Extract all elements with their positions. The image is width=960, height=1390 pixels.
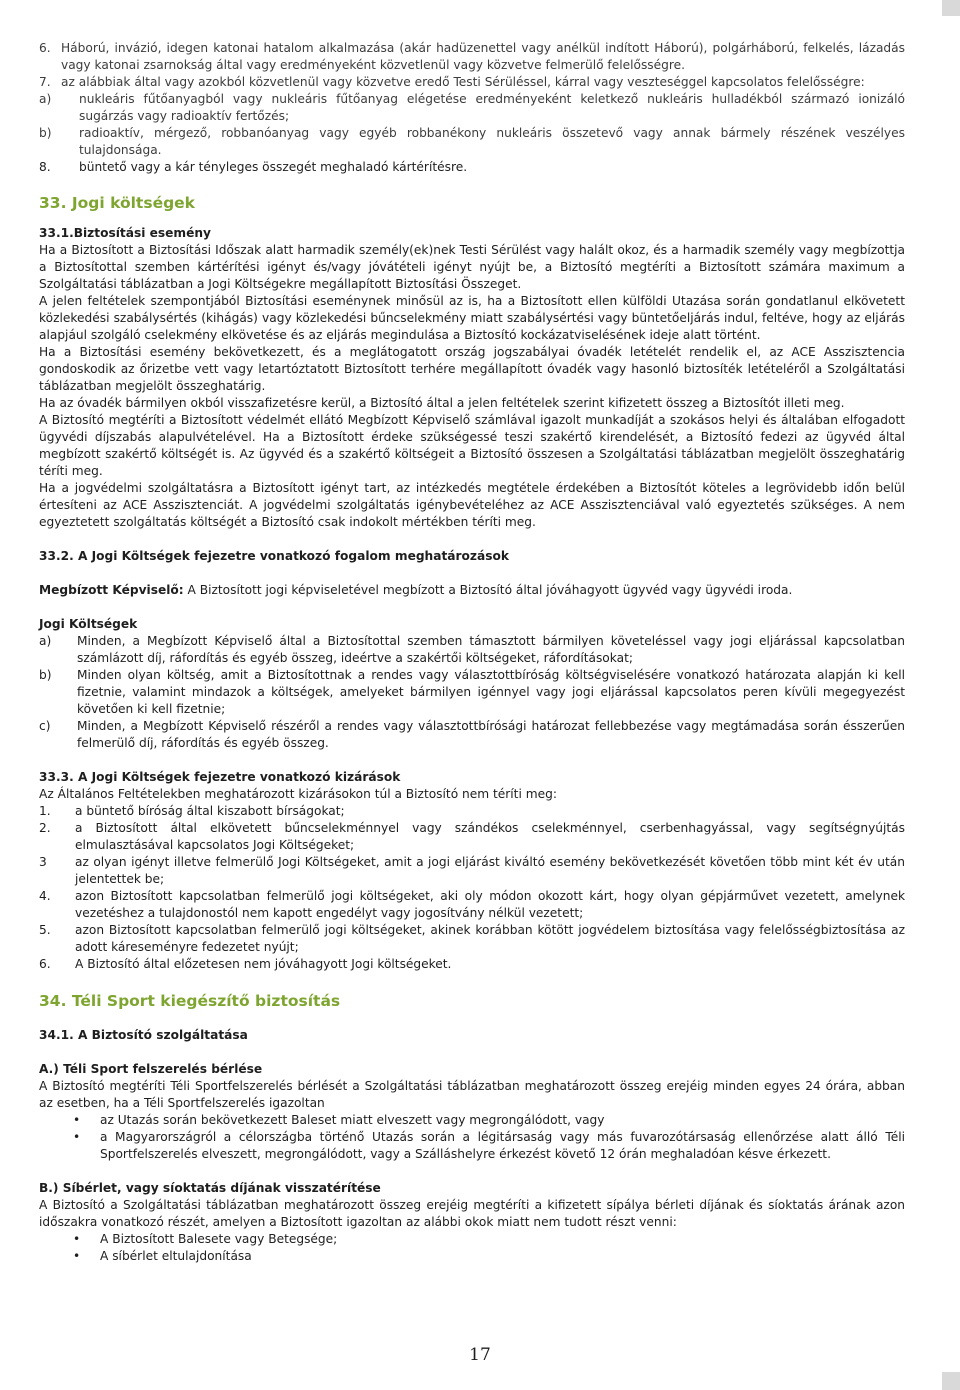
definition-text: A Biztosított jogi képviseletével megbízott a Biztosító által jóváhagyott ügyvéd vagy ügyvédi iroda. [183,583,793,597]
bullet-item: • A síbérlet eltulajdonítása [73,1249,252,1263]
paragraph: A jelen feltételek szempontjából Biztosítási eseménynek minősül az is, ha a Biztosított ellen külföldi Utazása során gondatlanul elkövetett közlekedési szabálysértés (kihágás) vagy közlekedési bűncselekmény miatt szabálysértési vagy büntetőeljárás indul, feltéve, hogy az eljárás alapjául szolgáló cselekmény elkövetése és az eljárás megindulása a Biztosító kockázatviselésének ideje alatt történt. [39,294,905,342]
exclusion-item-6: 6. A Biztosító által előzetesen nem jóváhagyott Jogi költségeket. [39,957,452,971]
section-33-heading: 33. Jogi költségek [39,194,195,212]
definition-jogi-koltsegek-heading: Jogi Költségek [39,617,138,631]
exclusion-item-3: 3 az olyan igényt illetve felmerülő Jogi Költségeket, amit a jogi eljárást kiváltó esemény bekövetkezését követően több mint két év után jelentettek be; [39,855,905,886]
document-page [39,40,905,1265]
page-number: 17 [469,1345,491,1365]
definition-item-b: b) Minden olyan költség, amit a Biztosítottnak a rendes vagy választottbíróság költségviselésére vonatkozó határozata alapján ki kell fizetnie, valamint mindazok a költségek, amelyeket bármilyen igénnyel vagy jogi eljárással kapcsolatos peren kívüli megegyezést követően ki kell fizetnie; [39,668,905,716]
bullet-item: • a Magyarországról a célországba történő Utazás során a légitársaság vagy más fuvarozótársaság ellenőrzése alatt álló Téli Sportfelszerelés elveszett, megrongálódott, vagy a Szálláshelyre érkezést követő 12 órán meghaladóan késve érkezett. [73,1130,905,1161]
definition-item-c: c) Minden, a Megbízott Képviselő részéről a rendes vagy választottbírósági határozat fellebbezése vagy megtámadása során ésszerűen felmerülő díj, ráfordítás és egyéb összeg. [39,719,905,750]
list-item-7: 7. az alábbiak által vagy azokból közvetlenül vagy közvetve eredő Testi Sérüléssel, kárral vagy veszteséggel kapcsolatos felelősségre: [39,75,865,89]
list-item-7a: a) nukleáris fűtőanyagból vagy nukleáris fűtőanyag elégetése eredményeként keletkező nukleáris hulladékból származó ionizáló sugárzás vagy radioaktív fertőzés; [39,92,905,123]
paragraph: Ha a Biztosított a Biztosítási Időszak alatt harmadik személy(ek)nek Testi Sérülést vagy halált okoz, és a harmadik személy vagy megbízottja a Biztosítottal szemben kártérítési igényt és/vagy jóvátételi igényt nyújt be, a Biztosító megtéríti a Biztosított számára maximum a Szolgáltatási táblázatban a Jogi Költségekre megállapított Biztosítási Összeget. [39,243,905,291]
bullet-icon: • [73,1113,81,1127]
bullet-icon: • [73,1130,81,1144]
list-item-6: 6. Háború, invázió, idegen katonai hatalom alkalmazása (akár hadüzenettel vagy anélkül indított Háború), polgárháború, felkelés, lázadás vagy katonai zsarnokság által vagy eredményeként közvetlenül vagy közvetve felmerülő felelősségre. [39,41,905,72]
bullet-icon: • [73,1249,81,1263]
paragraph: Ha az óvadék bármilyen okból visszafizetésre kerül, a Biztosító által a jelen feltételek szerint kifizetett összeg a Biztosítót illeti meg. [39,396,845,410]
definition-item-a: a) Minden, a Megbízott Képviselő által a Biztosítottal szemben támasztott bármilyen követeléssel vagy jogi eljárással kapcsolatban számlázott díj, ráfordítás és egyéb összeg, ideértve a szakértői költségeket, ráfordításokat; [39,634,905,665]
corner-mark-bottom-right [942,1372,960,1390]
subsection-a-text: A Biztosító megtéríti Téli Sportfelszerelés bérlését a Szolgáltatási táblázatban meghatározott összeg erejéig minden egyes 24 órára, abban az esetben, ha a Téli Sportfelszerelés igazoltan [39,1079,905,1110]
subsection-b-text: A Biztosító a Szolgáltatási táblázatban meghatározott összeg erejéig megtéríti a kifizetett sípálya bérleti díjának és síoktatás árának azon időszakra vonatkozó részét, amelyen a Biztosított igazoltan az alábbi okok miatt nem tudott részt venni: [39,1198,905,1229]
exclusion-item-2: 2. a Biztosított által elkövetett bűncselekménnyel vagy szándékos cselekménnyel, cserbenhagyással, vagy segítségnyújtás elmulasztásával kapcsolatos Jogi Költségeket; [39,821,905,852]
section-34-1-heading: 34.1. A Biztosító szolgáltatása [39,1028,248,1042]
exclusion-item-4: 4. azon Biztosított kapcsolatban felmerülő jogi költségeket, aki oly módon okozott kárt, hogy olyan gépjárművet vezetett, amelynek vezetéshez a tulajdonostól nem kapott engedélyt vagy jogosítvány nélkül vezetett; [39,889,905,920]
subsection-a-heading: A.) Téli Sport felszerelés bérlése [39,1062,263,1076]
exclusion-item-1: 1. a büntető bíróság által kiszabott bírságokat; [39,804,345,818]
subsection-b-heading: B.) Síbérlet, vagy síoktatás díjának visszatérítése [39,1181,381,1195]
bullet-item: • az Utazás során bekövetkezett Baleset miatt elveszett vagy megrongálódott, vagy [73,1113,605,1127]
definition-term: Megbízott Képviselő: [39,583,184,597]
section-33-1-heading: 33.1.Biztosítási esemény [39,226,211,240]
paragraph: A Biztosító megtéríti a Biztosított védelmét ellátó Megbízott Képviselő számlával igazolt munkadíját a szokásos helyi és általában elfogadott ügyvédi díjszabás alapulvételével. Ha a Biztosított érdeke szükségessé teszi szakértő kirendelését, a Biztosító fedezi az ügyvéd által megbízott szakértő költségét is. Az ügyvéd és a szakértő költségeit a Biztosító összesen a Szolgáltatási táblázatban megjelölt összeghatárig téríti meg. [39,413,905,478]
bullet-icon: • [73,1232,81,1246]
list-item-7b: b) radioaktív, mérgező, robbanóanyag vagy egyéb robbanékony nukleáris összetevő vagy annak bármely részének veszélyes tulajdonsága. [39,126,905,157]
section-33-3-heading: 33.3. A Jogi Költségek fejezetre vonatkozó kizárások [39,770,401,784]
definition-megbizott-kepviselo [39,582,905,599]
section-33-2-heading: 33.2. A Jogi Költségek fejezetre vonatkozó fogalom meghatározások [39,549,509,563]
paragraph: Ha a Biztosítási esemény bekövetkezett, és a meglátogatott ország jogszabályai óvadék letételét rendelik el, az ACE Asszisztencia gondoskodik az őrizetbe vett vagy letartóztatott Biztosított terhére megállapított óvadék vagy hasonló biztosíték letételéről a Szolgáltatási táblázatban megjelölt összeghatárig. [39,345,905,393]
exclusions-intro: Az Általános Feltételekben meghatározott kizárásokon túl a Biztosító nem téríti meg: [39,787,557,801]
paragraph: Ha a jogvédelmi szolgáltatásra a Biztosított igényt tart, az intézkedés megtétele érdekében a Biztosítót köteles a legrövidebb időn belül értesíteni az ACE Asszisztenciát. A jogvédelmi szolgáltatás igénybevételéhez az ACE Asszisztenciával való egyeztetés szükséges. A nem egyeztetett szolgáltatás költségét a Biztosító csak indokolt mértékben téríti meg. [39,481,905,529]
exclusion-item-5: 5. azon Biztosított kapcsolatban felmerülő jogi költségeket, akinek korábban kötött jogvédelem biztosítása vagy felelősségbiztosítása az adott káreseményre fedezetet nyújt; [39,923,905,954]
section-34-heading: 34. Téli Sport kiegészítő biztosítás [39,992,341,1010]
corner-mark-top-right [942,0,960,16]
bullet-item: • A Biztosított Balesete vagy Betegsége; [73,1232,338,1246]
list-item-8: 8. büntető vagy a kár tényleges összegét meghaladó kártérítésre. [39,160,468,174]
